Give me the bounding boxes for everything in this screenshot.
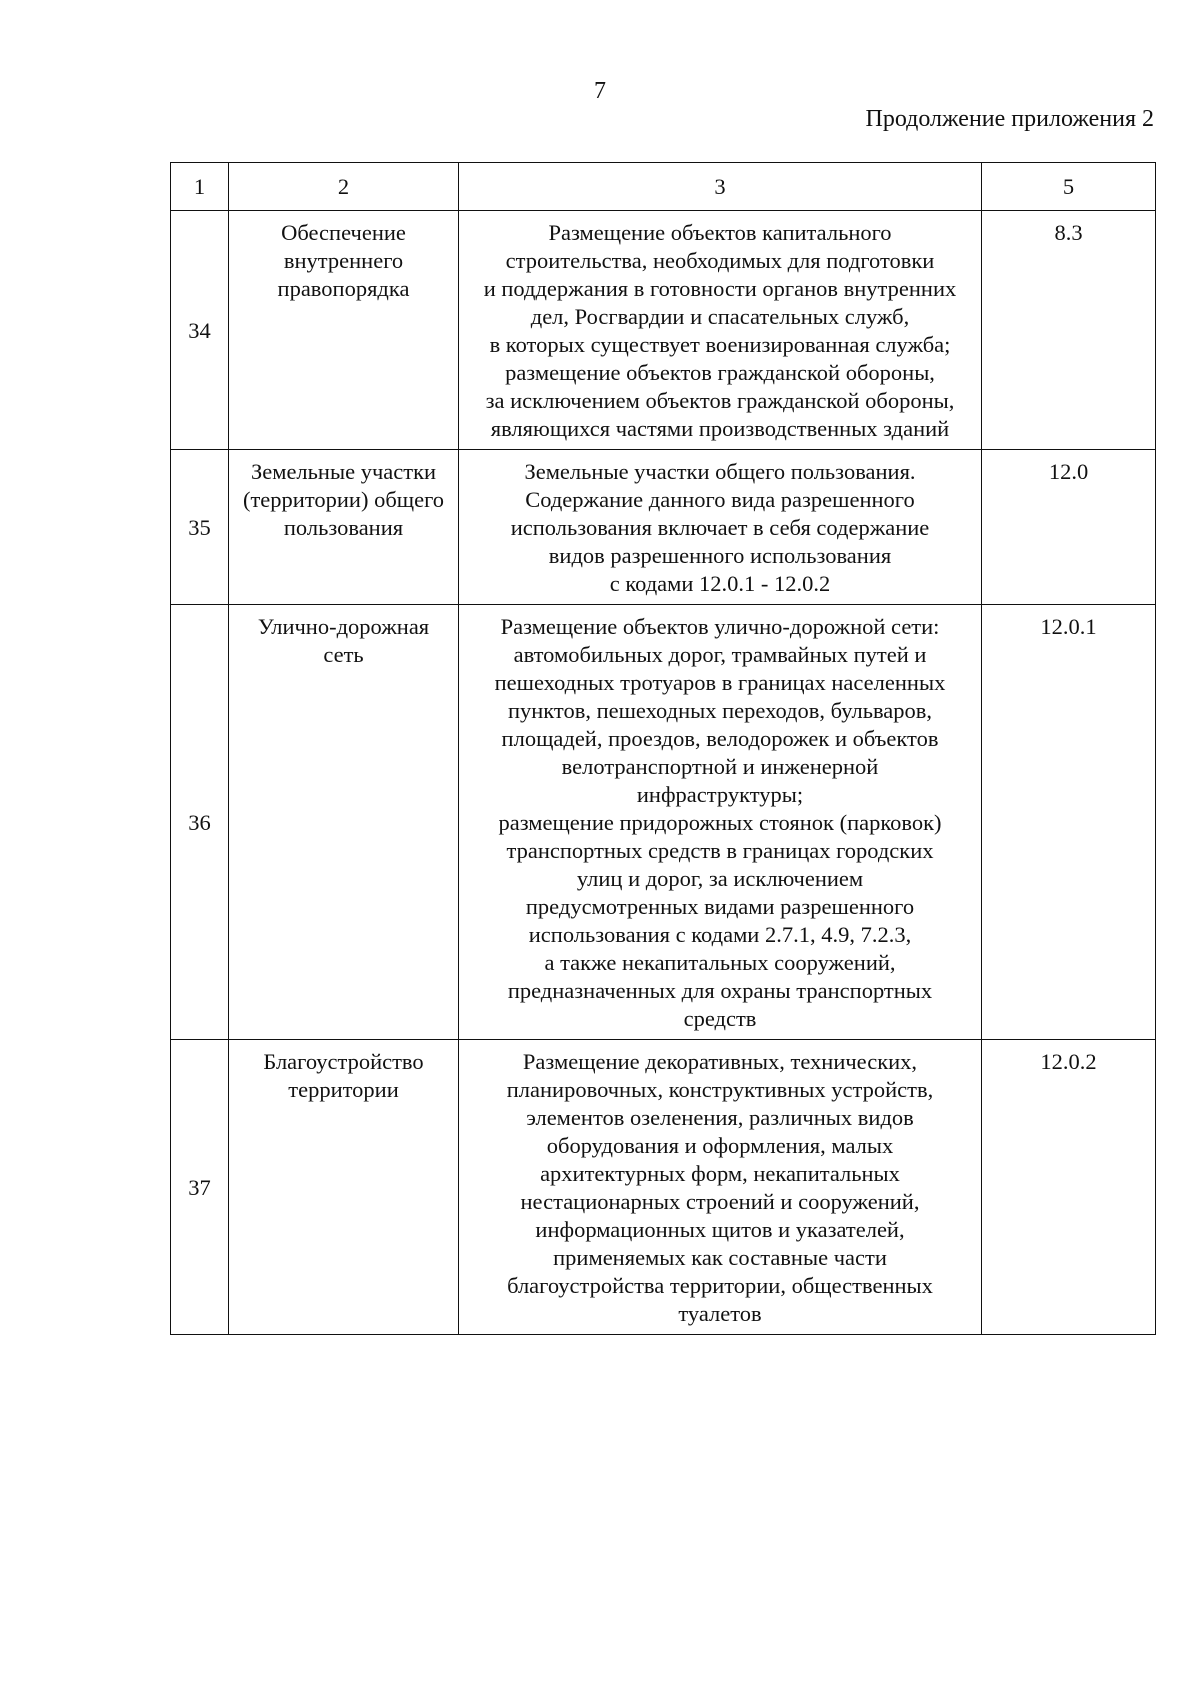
table-header-row xyxy=(171,163,1156,211)
land-use-code: 8.3 xyxy=(982,211,1156,450)
row-number: 37 xyxy=(171,1040,229,1335)
land-use-name-line: Обеспечение xyxy=(281,220,406,245)
header-col-1: 1 xyxy=(171,163,229,211)
land-use-name xyxy=(229,1040,459,1335)
description-line: туалетов xyxy=(678,1301,762,1326)
land-use-name-line: Земельные участки xyxy=(250,459,437,484)
land-use-code: 12.0.2 xyxy=(982,1040,1156,1335)
row-number: 34 xyxy=(171,211,229,450)
land-use-description xyxy=(459,605,982,1040)
description-line: являющихся частями производственных зданий xyxy=(490,416,950,441)
description-line: а также некапитальных сооружений, xyxy=(544,950,896,975)
header-col-3: 3 xyxy=(459,163,982,211)
description-line: нестационарных строений и сооружений, xyxy=(520,1189,920,1214)
description-line: элементов озеленения, различных видов xyxy=(526,1105,914,1130)
description-line: дел, Росгвардии и спасательных служб, xyxy=(530,304,910,329)
table-row xyxy=(171,211,1156,450)
land-use-name-line: пользования xyxy=(283,515,404,540)
description-line: архитектурных форм, некапитальных xyxy=(540,1161,900,1186)
description-line: планировочных, конструктивных устройств, xyxy=(506,1077,934,1102)
description-line: использования с кодами 2.7.1, 4.9, 7.2.3, xyxy=(528,922,912,947)
description-line: велотранспортной и инженерной xyxy=(561,754,879,779)
description-line: предусмотренных видами разрешенного xyxy=(525,894,915,919)
description-line: в которых существует военизированная служба; xyxy=(489,332,951,357)
description-line: оборудования и оформления, малых xyxy=(546,1133,894,1158)
land-use-name-line: сеть xyxy=(323,642,364,667)
land-use-name-line: Улично-дорожная xyxy=(257,614,430,639)
description-line: улиц и дорог, за исключением xyxy=(576,866,864,891)
description-line: Размещение объектов капитального xyxy=(548,220,892,245)
description-line: Размещение объектов улично-дорожной сети: xyxy=(500,614,940,639)
table-row xyxy=(171,450,1156,605)
description-line: видов разрешенного использования xyxy=(548,543,892,568)
description-line: за исключением объектов гражданской обороны, xyxy=(485,388,955,413)
description-line: пешеходных тротуаров в границах населенных xyxy=(494,670,946,695)
land-use-name-line: Благоустройство xyxy=(263,1049,424,1074)
description-line: использования включает в себя содержание xyxy=(510,515,930,540)
land-use-description xyxy=(459,450,982,605)
description-line: строительства, необходимых для подготовки xyxy=(505,248,935,273)
land-use-name-line: территории xyxy=(288,1077,399,1102)
land-use-name xyxy=(229,450,459,605)
land-use-name-line: (территории) общего xyxy=(242,487,445,512)
land-use-description xyxy=(459,211,982,450)
description-line: размещение придорожных стоянок (парковок) xyxy=(498,810,942,835)
land-use-code: 12.0.1 xyxy=(982,605,1156,1040)
description-line: площадей, проездов, велодорожек и объектов xyxy=(501,726,939,751)
table-body xyxy=(171,211,1156,1335)
land-use-table xyxy=(170,162,1156,1335)
description-line: размещение объектов гражданской обороны, xyxy=(505,360,935,385)
land-use-name-line: правопорядка xyxy=(277,276,410,301)
description-line: средств xyxy=(683,1006,757,1031)
description-line: пунктов, пешеходных переходов, бульваров, xyxy=(507,698,933,723)
header-col-5: 5 xyxy=(982,163,1156,211)
continuation-note: Продолжение приложения 2 xyxy=(865,106,1154,132)
description-line: благоустройства территории, общественных xyxy=(507,1273,933,1298)
land-use-name xyxy=(229,211,459,450)
land-use-name xyxy=(229,605,459,1040)
row-number: 35 xyxy=(171,450,229,605)
description-line: и поддержания в готовности органов внутренних xyxy=(483,276,957,301)
land-use-code: 12.0 xyxy=(982,450,1156,605)
table-row xyxy=(171,1040,1156,1335)
description-line: информационных щитов и указателей, xyxy=(535,1217,905,1242)
description-line: Размещение декоративных, технических, xyxy=(522,1049,918,1074)
table-row xyxy=(171,605,1156,1040)
description-line: транспортных средств в границах городских xyxy=(506,838,934,863)
header-col-2: 2 xyxy=(229,163,459,211)
description-line: применяемых как составные части xyxy=(553,1245,887,1270)
description-line: предназначенных для охраны транспортных xyxy=(507,978,933,1003)
land-use-description xyxy=(459,1040,982,1335)
description-line: Содержание данного вида разрешенного xyxy=(525,487,915,512)
description-line: автомобильных дорог, трамвайных путей и xyxy=(513,642,927,667)
description-line: с кодами 12.0.1 - 12.0.2 xyxy=(609,571,831,596)
page-number: 7 xyxy=(594,78,606,104)
land-use-name-line: внутреннего xyxy=(283,248,404,273)
row-number: 36 xyxy=(171,605,229,1040)
description-line: Земельные участки общего пользования. xyxy=(524,459,916,484)
description-line: инфраструктуры; xyxy=(636,782,804,807)
